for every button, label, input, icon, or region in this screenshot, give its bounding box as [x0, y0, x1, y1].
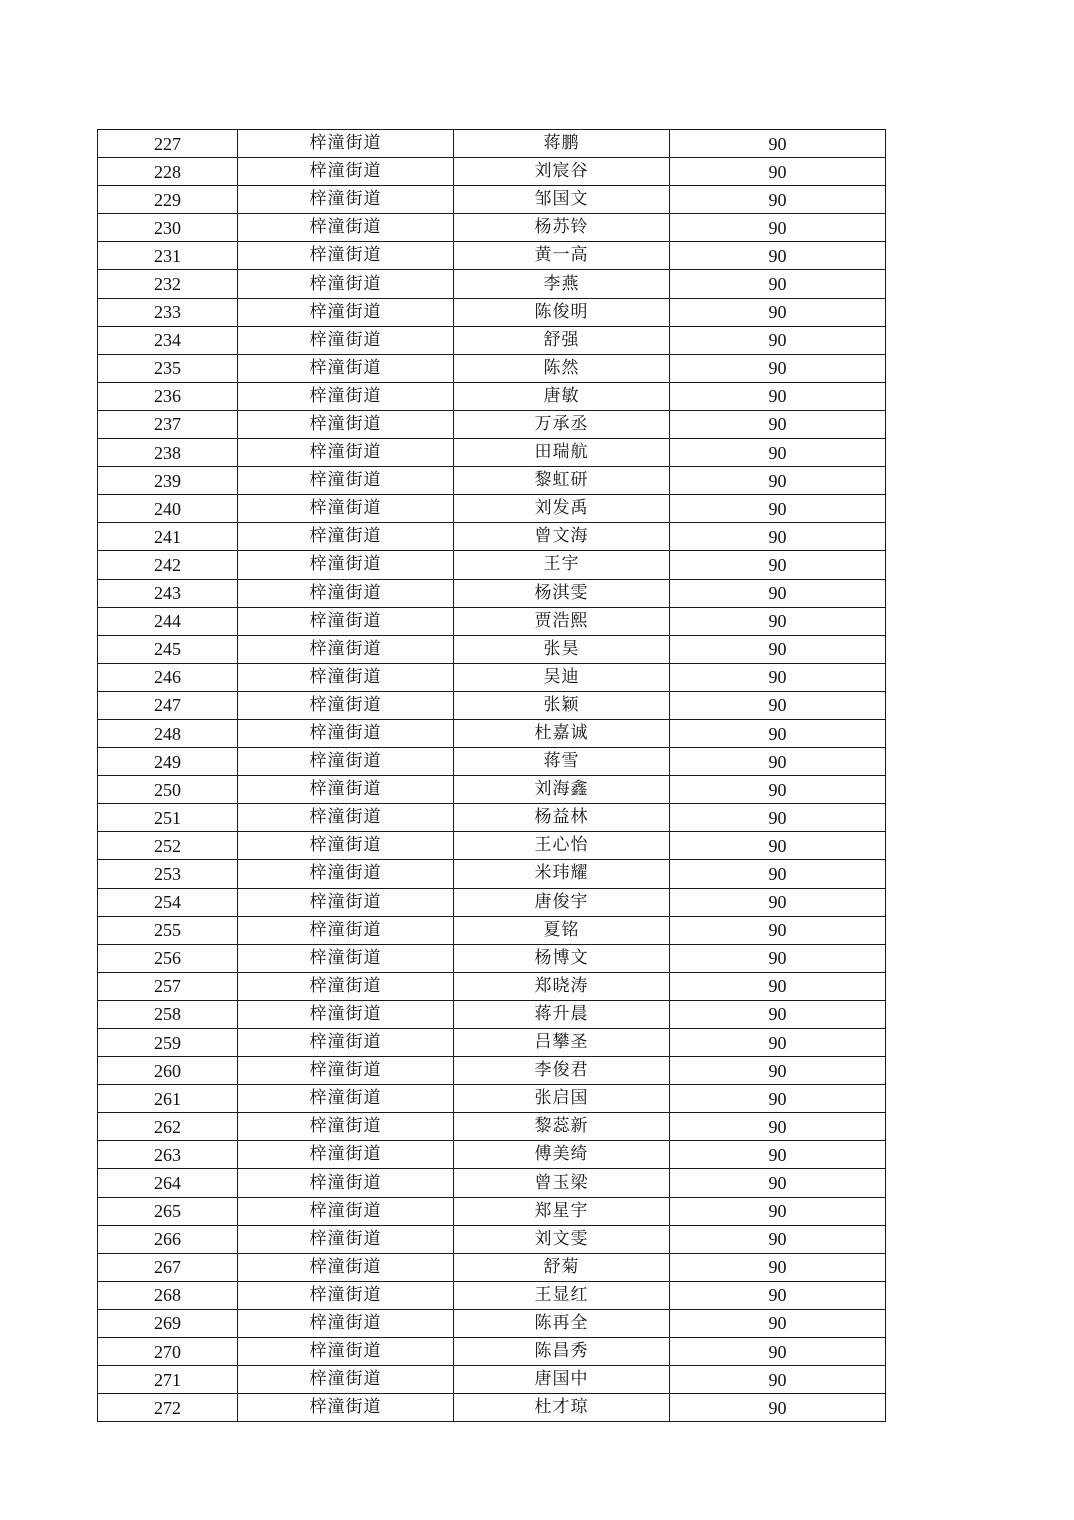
- cell-index: 265: [98, 1197, 238, 1225]
- cell-street: 梓潼街道: [238, 1394, 454, 1422]
- table-row: [98, 691, 886, 719]
- cell-index: 248: [98, 719, 238, 747]
- data-table: [97, 129, 886, 1422]
- cell-index: 227: [98, 130, 238, 158]
- cell-street: 梓潼街道: [238, 130, 454, 158]
- table-row: [98, 298, 886, 326]
- cell-name: 王心怡: [454, 832, 670, 860]
- cell-score: 90: [670, 298, 886, 326]
- table-row: [98, 1253, 886, 1281]
- cell-name: 唐国中: [454, 1366, 670, 1394]
- cell-index: 255: [98, 916, 238, 944]
- cell-street: 梓潼街道: [238, 972, 454, 1000]
- table-row: [98, 1197, 886, 1225]
- cell-score: 90: [670, 1338, 886, 1366]
- table-row: [98, 832, 886, 860]
- cell-name: 唐敏: [454, 382, 670, 410]
- table-row: [98, 270, 886, 298]
- cell-street: 梓潼街道: [238, 1253, 454, 1281]
- cell-name: 田瑞航: [454, 439, 670, 467]
- cell-street: 梓潼街道: [238, 1057, 454, 1085]
- cell-score: 90: [670, 130, 886, 158]
- table-row: [98, 776, 886, 804]
- cell-score: 90: [670, 832, 886, 860]
- cell-score: 90: [670, 1366, 886, 1394]
- table-row: [98, 1281, 886, 1309]
- cell-street: 梓潼街道: [238, 748, 454, 776]
- cell-index: 257: [98, 972, 238, 1000]
- cell-name: 杨博文: [454, 944, 670, 972]
- cell-street: 梓潼街道: [238, 158, 454, 186]
- cell-index: 233: [98, 298, 238, 326]
- cell-name: 曾玉梁: [454, 1169, 670, 1197]
- cell-score: 90: [670, 495, 886, 523]
- cell-name: 蒋鹏: [454, 130, 670, 158]
- cell-index: 258: [98, 1000, 238, 1028]
- table-row: [98, 916, 886, 944]
- table-row: [98, 972, 886, 1000]
- cell-index: 263: [98, 1141, 238, 1169]
- cell-score: 90: [670, 691, 886, 719]
- cell-street: 梓潼街道: [238, 635, 454, 663]
- cell-score: 90: [670, 1253, 886, 1281]
- cell-name: 刘文雯: [454, 1225, 670, 1253]
- cell-index: 256: [98, 944, 238, 972]
- cell-score: 90: [670, 944, 886, 972]
- cell-name: 黄一高: [454, 242, 670, 270]
- cell-street: 梓潼街道: [238, 916, 454, 944]
- cell-street: 梓潼街道: [238, 888, 454, 916]
- cell-score: 90: [670, 1169, 886, 1197]
- cell-name: 郑晓涛: [454, 972, 670, 1000]
- table-row: [98, 523, 886, 551]
- cell-name: 蒋升晨: [454, 1000, 670, 1028]
- cell-index: 268: [98, 1281, 238, 1309]
- cell-street: 梓潼街道: [238, 242, 454, 270]
- cell-index: 254: [98, 888, 238, 916]
- table-row: [98, 719, 886, 747]
- cell-street: 梓潼街道: [238, 1141, 454, 1169]
- cell-index: 238: [98, 439, 238, 467]
- cell-name: 陈昌秀: [454, 1338, 670, 1366]
- cell-street: 梓潼街道: [238, 1029, 454, 1057]
- cell-score: 90: [670, 354, 886, 382]
- cell-index: 252: [98, 832, 238, 860]
- cell-street: 梓潼街道: [238, 495, 454, 523]
- cell-index: 240: [98, 495, 238, 523]
- table-row: [98, 1113, 886, 1141]
- cell-score: 90: [670, 551, 886, 579]
- cell-street: 梓潼街道: [238, 410, 454, 438]
- table-row: [98, 804, 886, 832]
- cell-index: 267: [98, 1253, 238, 1281]
- table-row: [98, 1029, 886, 1057]
- cell-street: 梓潼街道: [238, 860, 454, 888]
- cell-name: 黎虹研: [454, 467, 670, 495]
- cell-score: 90: [670, 719, 886, 747]
- cell-street: 梓潼街道: [238, 1309, 454, 1337]
- table-row: [98, 467, 886, 495]
- cell-name: 王宇: [454, 551, 670, 579]
- cell-score: 90: [670, 1029, 886, 1057]
- cell-street: 梓潼街道: [238, 1338, 454, 1366]
- table-row: [98, 1141, 886, 1169]
- cell-score: 90: [670, 1197, 886, 1225]
- cell-index: 249: [98, 748, 238, 776]
- cell-name: 舒强: [454, 326, 670, 354]
- table-row: [98, 748, 886, 776]
- cell-name: 吴迪: [454, 663, 670, 691]
- cell-index: 231: [98, 242, 238, 270]
- cell-name: 夏铭: [454, 916, 670, 944]
- cell-index: 243: [98, 579, 238, 607]
- cell-name: 李俊君: [454, 1057, 670, 1085]
- cell-name: 刘宸谷: [454, 158, 670, 186]
- cell-score: 90: [670, 214, 886, 242]
- table-row: [98, 130, 886, 158]
- cell-index: 239: [98, 467, 238, 495]
- cell-score: 90: [670, 1113, 886, 1141]
- cell-score: 90: [670, 1000, 886, 1028]
- cell-name: 舒菊: [454, 1253, 670, 1281]
- cell-score: 90: [670, 635, 886, 663]
- cell-index: 253: [98, 860, 238, 888]
- cell-street: 梓潼街道: [238, 579, 454, 607]
- cell-street: 梓潼街道: [238, 832, 454, 860]
- cell-index: 236: [98, 382, 238, 410]
- cell-index: 259: [98, 1029, 238, 1057]
- cell-index: 245: [98, 635, 238, 663]
- cell-score: 90: [670, 270, 886, 298]
- cell-index: 242: [98, 551, 238, 579]
- cell-street: 梓潼街道: [238, 1000, 454, 1028]
- cell-index: 228: [98, 158, 238, 186]
- cell-street: 梓潼街道: [238, 944, 454, 972]
- table-row: [98, 607, 886, 635]
- cell-street: 梓潼街道: [238, 439, 454, 467]
- table-row: [98, 1057, 886, 1085]
- cell-name: 王显红: [454, 1281, 670, 1309]
- cell-index: 232: [98, 270, 238, 298]
- cell-street: 梓潼街道: [238, 1113, 454, 1141]
- table-row: [98, 382, 886, 410]
- cell-street: 梓潼街道: [238, 1197, 454, 1225]
- cell-score: 90: [670, 663, 886, 691]
- cell-name: 张昊: [454, 635, 670, 663]
- cell-street: 梓潼街道: [238, 298, 454, 326]
- cell-score: 90: [670, 326, 886, 354]
- cell-score: 90: [670, 776, 886, 804]
- cell-name: 张颖: [454, 691, 670, 719]
- cell-index: 264: [98, 1169, 238, 1197]
- cell-score: 90: [670, 972, 886, 1000]
- cell-street: 梓潼街道: [238, 804, 454, 832]
- table-row: [98, 495, 886, 523]
- cell-index: 234: [98, 326, 238, 354]
- cell-index: 261: [98, 1085, 238, 1113]
- cell-street: 梓潼街道: [238, 1169, 454, 1197]
- cell-score: 90: [670, 888, 886, 916]
- table-row: [98, 1225, 886, 1253]
- table-row: [98, 663, 886, 691]
- cell-name: 万承丞: [454, 410, 670, 438]
- cell-street: 梓潼街道: [238, 214, 454, 242]
- cell-name: 吕攀圣: [454, 1029, 670, 1057]
- cell-street: 梓潼街道: [238, 270, 454, 298]
- table-row: [98, 410, 886, 438]
- table-row: [98, 1309, 886, 1337]
- cell-street: 梓潼街道: [238, 326, 454, 354]
- cell-score: 90: [670, 1394, 886, 1422]
- cell-name: 蒋雪: [454, 748, 670, 776]
- cell-index: 229: [98, 186, 238, 214]
- cell-street: 梓潼街道: [238, 354, 454, 382]
- cell-street: 梓潼街道: [238, 1281, 454, 1309]
- table-row: [98, 860, 886, 888]
- cell-index: 247: [98, 691, 238, 719]
- cell-index: 266: [98, 1225, 238, 1253]
- cell-index: 271: [98, 1366, 238, 1394]
- table-row: [98, 635, 886, 663]
- table-body: [98, 130, 886, 1422]
- table-row: [98, 326, 886, 354]
- cell-index: 241: [98, 523, 238, 551]
- cell-name: 陈然: [454, 354, 670, 382]
- cell-name: 张启国: [454, 1085, 670, 1113]
- cell-street: 梓潼街道: [238, 467, 454, 495]
- cell-name: 杜才琼: [454, 1394, 670, 1422]
- cell-street: 梓潼街道: [238, 691, 454, 719]
- cell-score: 90: [670, 186, 886, 214]
- cell-name: 陈再全: [454, 1309, 670, 1337]
- cell-score: 90: [670, 1085, 886, 1113]
- table-row: [98, 888, 886, 916]
- cell-index: 230: [98, 214, 238, 242]
- cell-street: 梓潼街道: [238, 551, 454, 579]
- cell-score: 90: [670, 242, 886, 270]
- cell-score: 90: [670, 1309, 886, 1337]
- cell-index: 272: [98, 1394, 238, 1422]
- table-row: [98, 1394, 886, 1422]
- table-row: [98, 579, 886, 607]
- cell-name: 刘发禹: [454, 495, 670, 523]
- cell-score: 90: [670, 607, 886, 635]
- cell-index: 260: [98, 1057, 238, 1085]
- cell-street: 梓潼街道: [238, 1085, 454, 1113]
- cell-score: 90: [670, 1225, 886, 1253]
- cell-score: 90: [670, 1141, 886, 1169]
- cell-name: 杨益林: [454, 804, 670, 832]
- cell-score: 90: [670, 158, 886, 186]
- cell-name: 李燕: [454, 270, 670, 298]
- cell-street: 梓潼街道: [238, 382, 454, 410]
- cell-index: 262: [98, 1113, 238, 1141]
- cell-street: 梓潼街道: [238, 523, 454, 551]
- table-row: [98, 214, 886, 242]
- cell-street: 梓潼街道: [238, 186, 454, 214]
- cell-score: 90: [670, 804, 886, 832]
- cell-index: 246: [98, 663, 238, 691]
- cell-index: 250: [98, 776, 238, 804]
- cell-name: 刘海鑫: [454, 776, 670, 804]
- cell-score: 90: [670, 860, 886, 888]
- cell-street: 梓潼街道: [238, 776, 454, 804]
- cell-name: 陈俊明: [454, 298, 670, 326]
- table-row: [98, 1085, 886, 1113]
- cell-score: 90: [670, 523, 886, 551]
- cell-name: 杨苏铃: [454, 214, 670, 242]
- cell-street: 梓潼街道: [238, 719, 454, 747]
- cell-score: 90: [670, 439, 886, 467]
- table-row: [98, 944, 886, 972]
- cell-score: 90: [670, 1057, 886, 1085]
- cell-street: 梓潼街道: [238, 607, 454, 635]
- cell-score: 90: [670, 382, 886, 410]
- table-row: [98, 1338, 886, 1366]
- cell-index: 251: [98, 804, 238, 832]
- cell-name: 杜嘉诚: [454, 719, 670, 747]
- cell-score: 90: [670, 1281, 886, 1309]
- table-row: [98, 439, 886, 467]
- cell-index: 244: [98, 607, 238, 635]
- cell-street: 梓潼街道: [238, 1225, 454, 1253]
- table-row: [98, 354, 886, 382]
- table-row: [98, 158, 886, 186]
- table-row: [98, 186, 886, 214]
- cell-score: 90: [670, 410, 886, 438]
- cell-score: 90: [670, 916, 886, 944]
- cell-index: 235: [98, 354, 238, 382]
- cell-name: 唐俊宇: [454, 888, 670, 916]
- table-row: [98, 242, 886, 270]
- cell-index: 269: [98, 1309, 238, 1337]
- cell-name: 曾文海: [454, 523, 670, 551]
- cell-name: 黎蕊新: [454, 1113, 670, 1141]
- table-row: [98, 1000, 886, 1028]
- cell-name: 贾浩熙: [454, 607, 670, 635]
- table-row: [98, 551, 886, 579]
- cell-name: 傅美绮: [454, 1141, 670, 1169]
- cell-street: 梓潼街道: [238, 663, 454, 691]
- cell-score: 90: [670, 467, 886, 495]
- cell-index: 237: [98, 410, 238, 438]
- cell-score: 90: [670, 579, 886, 607]
- cell-name: 邹国文: [454, 186, 670, 214]
- cell-street: 梓潼街道: [238, 1366, 454, 1394]
- cell-name: 杨淇雯: [454, 579, 670, 607]
- cell-score: 90: [670, 748, 886, 776]
- cell-name: 郑星宇: [454, 1197, 670, 1225]
- table-row: [98, 1169, 886, 1197]
- cell-index: 270: [98, 1338, 238, 1366]
- cell-name: 米玮耀: [454, 860, 670, 888]
- table-row: [98, 1366, 886, 1394]
